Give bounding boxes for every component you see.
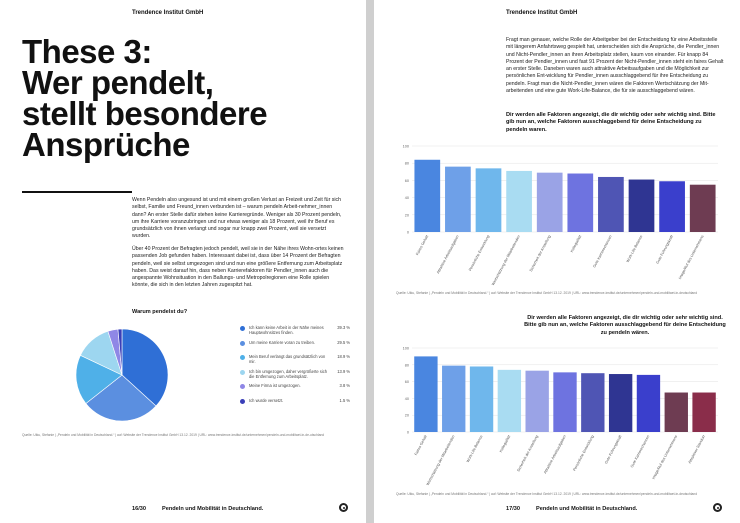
- x-tick-label: Attraktiver Standort: [687, 434, 706, 465]
- legend-swatch: [240, 326, 245, 331]
- x-tick-label: Persönliche Entwicklung: [468, 234, 491, 272]
- pie-question: Warum pendelst du?: [132, 309, 188, 315]
- page-number: 16/30: [132, 506, 146, 512]
- pie-chart: [60, 325, 200, 425]
- x-tick-label: Image/Ruf des Unternehmens: [651, 434, 679, 480]
- x-tick-label: Gute Führungskraft: [655, 234, 674, 265]
- page-gutter: [366, 0, 374, 523]
- legend-item: [240, 325, 352, 340]
- x-tick-label: Persönliche Entwicklung: [572, 434, 595, 472]
- pie-legend: [240, 325, 352, 412]
- bar: [414, 160, 440, 232]
- right-page: [374, 0, 740, 523]
- legend-label: Ich bin umgezogen, daher vergrößerte sich die Entfernung zum Arbeitsplatz.: [249, 368, 328, 379]
- bar-chart-2: [396, 342, 726, 488]
- legend-value: 18.9 %: [337, 354, 350, 359]
- bar: [567, 174, 593, 232]
- legend-item: [240, 340, 352, 355]
- source-note: Quelle: Utku, Stefanie | „Pendeln und Mobilität in Deutschland.“ | auf: Website der Trendence Institut GmbH 13.12. 2019 | URL: www.trendence-institut.de/unternehmen/pendeln-und-mobilitaet-in-deutschland: [396, 492, 698, 496]
- footer-title: Pendeln und Mobilität in Deutschland.: [162, 506, 264, 512]
- x-tick-label: Kollegialität: [569, 234, 583, 254]
- intro-paragraph: Wenn Pendeln also ungesund ist und mit einem großen Verlust an Freizeit und Zeit für sich selbst, Familie und Freund_innen verbunden ist – warum pendeln Arbeit-nehmer_innen dann? An erster Stelle dafür stehen keine Karrieregründe. Weniger als 30 Prozent pendeln, um ihre Karriere voranzubringen und nur etwas weniger als 18 Prozent, weil ihr Beruf es grundsätzlich von ihnen verlangt und sogar nur knapp zwei Prozent, weil sie versetzt wurden.: [132, 197, 342, 240]
- x-tick-label: Wertschätzung der Mitarbeitenden: [425, 434, 456, 487]
- legend-swatch: [240, 370, 245, 375]
- logo-icon: [339, 503, 348, 512]
- headline-line: These 3:: [22, 33, 152, 70]
- organization-name: Trendence Institut GmbH: [132, 10, 204, 16]
- legend-value: 29.5 %: [337, 339, 350, 345]
- logo-icon: [713, 503, 722, 512]
- bar: [665, 393, 688, 432]
- bar: [659, 181, 685, 232]
- bar: [470, 366, 493, 432]
- y-tick-label: 40: [404, 396, 409, 401]
- left-page: [0, 0, 366, 523]
- legend-swatch: [240, 341, 245, 346]
- x-tick-label: Attraktive Arbeitsaufgaben: [543, 434, 567, 475]
- footer-title: Pendeln und Mobilität in Deutschland.: [536, 506, 638, 512]
- legend-label: Ich kann keine Arbeit in der Nähe meines Hauptwohnsitzes finden.: [249, 325, 324, 336]
- x-tick-label: Image/Ruf des Unternehmens: [677, 234, 705, 280]
- bar: [537, 173, 563, 232]
- y-tick-label: 0: [406, 230, 409, 235]
- headline-line: stellt besondere: [22, 95, 268, 132]
- headline: [22, 33, 352, 163]
- headline-rule: [22, 191, 132, 193]
- legend-label: Um meine Karriere voran zu treiben.: [249, 339, 315, 345]
- legend-item: [240, 369, 352, 384]
- x-tick-label: Sicherheit der Anstellung: [528, 234, 552, 273]
- chart-question-1: Dir werden alle Faktoren angezeigt, die dir wichtig oder sehr wichtig sind. Bitte gib nun an, welche Faktoren ausschlaggebend für deine Entscheidung zu pendeln waren.: [506, 112, 716, 133]
- y-tick-label: 60: [404, 380, 409, 385]
- x-tick-label: Wertschätzung der Mitarbeitenden: [491, 234, 521, 287]
- bar: [609, 374, 632, 432]
- bar: [692, 393, 715, 432]
- y-tick-label: 80: [404, 363, 409, 368]
- x-tick-label: Work-Life-Balance: [465, 434, 484, 464]
- bar: [637, 375, 660, 432]
- legend-label: Meine Firma ist umgezogen.: [249, 383, 301, 388]
- y-tick-label: 20: [404, 213, 409, 218]
- y-tick-label: 40: [404, 196, 409, 201]
- x-tick-label: Faires Gehalt: [413, 434, 428, 457]
- source-note: Quelle: Utku, Stefanie | „Pendeln und Mobilität in Deutschland.“ | auf: Website der Trendence Institut GmbH 13.12. 2019 | URL: www.trendence-institut.de/unternehmen/pendeln-und-mobilitaet-in-de-utschland: [22, 433, 325, 437]
- x-tick-label: Faires Gehalt: [415, 234, 430, 257]
- bar: [690, 185, 716, 232]
- y-tick-label: 60: [404, 178, 409, 183]
- legend-value: 13.9 %: [337, 368, 350, 374]
- headline-line: Ansprüche: [22, 126, 190, 163]
- bar: [553, 372, 576, 432]
- headline-line: Wer pendelt,: [22, 64, 214, 101]
- legend-value: 39.3 %: [337, 325, 350, 330]
- legend-swatch: [240, 384, 245, 389]
- x-tick-label: Gute Karrierechancen: [592, 234, 613, 269]
- legend-swatch: [240, 355, 245, 360]
- page-number: 17/30: [506, 506, 520, 512]
- legend-label: Mein Beruf verlangt das grundsätzlich von mir.: [249, 354, 326, 365]
- y-tick-label: 80: [404, 161, 409, 166]
- body-paragraph: Über 40 Prozent der Befragten jedoch pendelt, weil sie in der Nähe ihres Wohn-ortes keinen passenden Job gefunden haben. Interessant dabei ist, dass über 14 Prozent der Befragten pendeln, weil sie selbst umgezogen sind und nun eine größere Entfernung zum Arbeitsplatz haben. Das weist darauf hin, dass neben Karrierefaktoren für Pendler_innen auch die angespannte Wohnsituation in den Ballungs- und Metropolregionen eine Rolle spielen könnte, die sich in den letzten Jahren zugespitzt hat.: [132, 246, 344, 289]
- bar: [442, 366, 465, 432]
- organization-name: Trendence Institut GmbH: [506, 10, 578, 16]
- x-tick-label: Work-Life-Balance: [625, 234, 644, 264]
- y-tick-label: 20: [404, 413, 409, 418]
- bar: [598, 177, 624, 232]
- legend-label: Ich wurde versetzt.: [249, 397, 284, 403]
- bar: [445, 167, 471, 232]
- chart-question-2: Dir werden alle Faktoren angezeigt, die dir wichtig oder sehr wichtig sind. Bitte gib nun an, welche Faktoren ausschlaggebend für deine Entscheidung zu pendeln wären.: [524, 315, 726, 336]
- x-tick-label: Kollegialität: [498, 434, 512, 454]
- bar: [581, 373, 604, 432]
- bar: [476, 168, 502, 232]
- body-paragraph: Fragt man genauer, welche Rolle der Arbeitgeber bei der Entscheidung für eine Arbeitsstelle mit längerem Anfahrtsweg gespielt hat, unterscheiden sich die Ansprüche, die Pendler_innen und Nicht-Pendler_innen an ihren Arbeitsplatz stellen, kaum von einander. Für knapp 84 Prozent der Pendler_innen und fast 91 Prozent der Nicht-Pendler_innen steht ein faires Gehalt an erster Stelle. Daneben waren auch attraktive Arbeitsaufgaben und die Möglichkeit zur persönlichen Ent-wicklung für Pendler_innen ausschlaggebend für ihre Entscheidung zu pendeln. Fragt man die Nicht-Pendler_innen wären die Faktoren Wertschätzung der Mit-arbeitenden und eine gute Work-Life-Balance, die für sie ausschlaggebend wären.: [506, 37, 724, 95]
- x-tick-label: Gute Führungskraft: [604, 434, 623, 465]
- legend-item: [240, 383, 352, 398]
- x-tick-label: Sicherheit der Anstellung: [516, 434, 540, 473]
- bar: [629, 180, 655, 232]
- y-tick-label: 0: [406, 430, 409, 435]
- legend-swatch: [240, 399, 245, 404]
- bar: [506, 171, 532, 232]
- x-tick-label: Gute Karrierechancen: [629, 434, 651, 469]
- y-tick-label: 100: [402, 144, 409, 149]
- legend-value: 3.8 %: [339, 383, 350, 388]
- x-tick-label: Attraktive Arbeitsaufgaben: [436, 234, 460, 275]
- legend-item: [240, 354, 352, 369]
- bar: [525, 371, 548, 432]
- legend-value: 1.5 %: [339, 397, 350, 403]
- source-note: Quelle: Utku, Stefanie | „Pendeln und Mobilität in Deutschland.“ | auf: Website der Trendence Institut GmbH 13.12. 2019 | URL: www.trendence-institut.de/unternehmen/pendeln-und-mobilitaet-in-deutschland: [396, 291, 698, 295]
- legend-item: [240, 398, 352, 413]
- bar: [498, 370, 521, 432]
- bar-chart-1: [396, 140, 726, 288]
- y-tick-label: 100: [402, 346, 409, 351]
- bar: [414, 356, 437, 432]
